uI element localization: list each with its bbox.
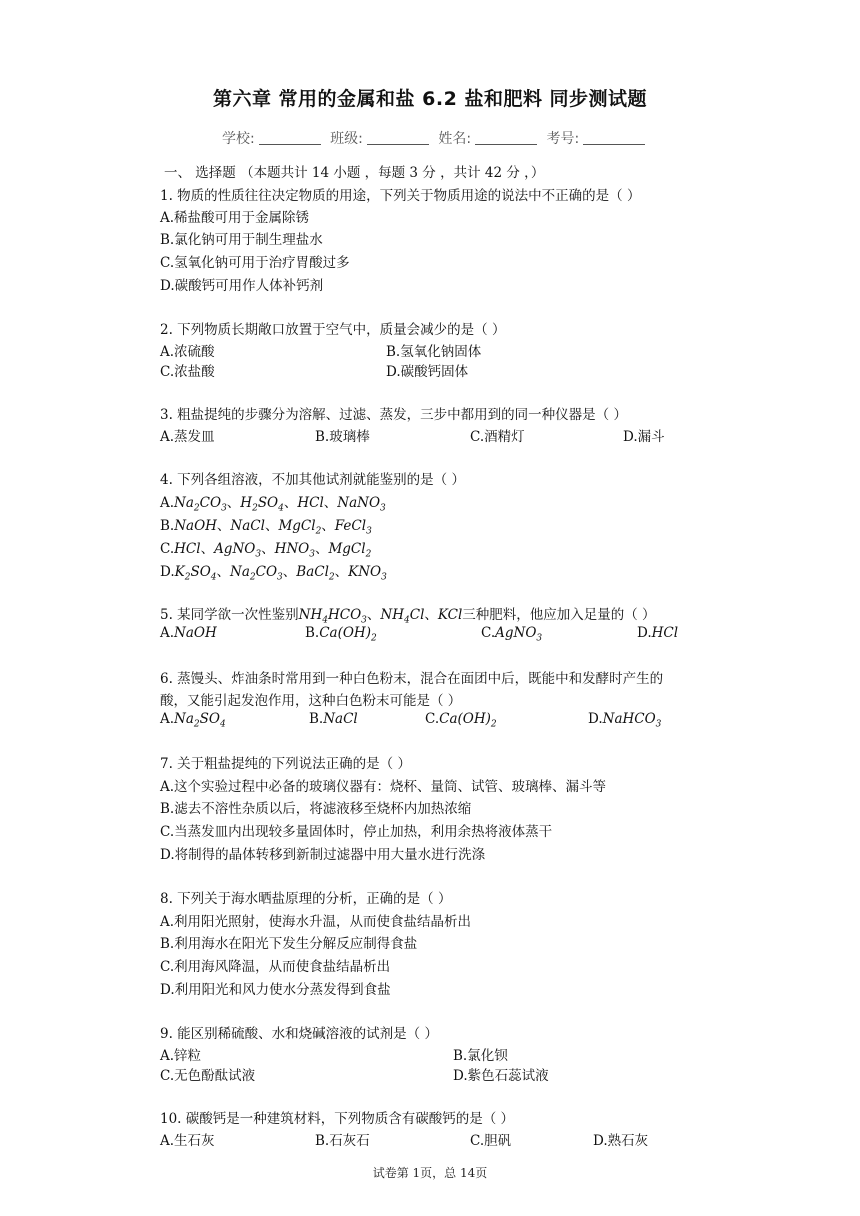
q5-option-a-label: A.	[160, 625, 175, 641]
q7-option-b: B.滤去不溶性杂质以后，将滤液移至烧杯内加热浓缩	[160, 801, 472, 817]
school-label: 学校:	[222, 131, 255, 147]
q4-option-c: C.HCl、AgNO$_3$、$HNO_3$、MgCl$_2$	[160, 541, 372, 560]
class-blank[interactable]	[367, 130, 429, 145]
q6-option-a: $A.Na_2SO_4$	[160, 711, 226, 730]
q6-option-b-label: B.	[309, 711, 324, 727]
q4-option-d-label: D.	[160, 564, 175, 580]
q5-stem-prefix: 5. 某同学欲一次性鉴别	[160, 607, 299, 623]
q9-option-c: C.无色酚酞试液	[160, 1068, 256, 1084]
q6-option-c-label: C.	[425, 711, 440, 727]
q3-option-d: D.漏斗	[623, 429, 665, 445]
q4-stem: 4. 下列各组溶液，不加其他试剂就能鉴别的是（ ）	[160, 472, 465, 488]
q5-option-b-label: B.	[305, 625, 320, 641]
q8-option-d: D.利用阳光和风力使水分蒸发得到食盐	[160, 982, 391, 998]
q5-option-c: C.AgNO$_3$	[481, 625, 543, 644]
q6-stem-line2: 酸，又能引起发泡作用，这种白色粉末可能是（ ）	[160, 693, 462, 709]
school-blank[interactable]	[259, 130, 321, 145]
exam-no-label: 考号:	[546, 131, 580, 147]
q6-option-d: D.NaHCO$_3$	[588, 711, 662, 730]
q1-stem: 1. 物质的性质往往决定物质的用途，下列关于物质用途的说法中不正确的是（ ）	[160, 188, 641, 204]
exam-no-blank[interactable]	[583, 130, 645, 145]
section-heading: 一、 选择题 （本题共计 14 小题 ，每题 3 分 ，共计 42 分 ，）	[164, 165, 545, 181]
q4-option-c-label: C.	[160, 541, 175, 557]
q10-stem: 10. 碳酸钙是一种建筑材料，下列物质含有碳酸钙的是（ ）	[160, 1111, 515, 1127]
student-info-row	[222, 128, 650, 148]
q8-option-a: A.利用阳光照射，使海水升温，从而使食盐结晶析出	[160, 914, 472, 930]
q5-option-d-label: D.	[637, 625, 652, 641]
q5-option-a: A.NaOH	[160, 625, 217, 641]
q2-option-c: C.浓盐酸	[160, 364, 215, 380]
page-footer: 试卷第 1页，总 14页	[372, 1166, 488, 1180]
q6-option-a-label: A.	[160, 711, 175, 727]
q3-option-b: B.玻璃棒	[315, 429, 370, 445]
q5-stem-suffix: 三种肥料，他应加入足量的（ ）	[462, 607, 656, 623]
q2-option-b: B.氢氧化钠固体	[386, 344, 482, 360]
q7-stem: 7. 关于粗盐提纯的下列说法正确的是（ ）	[160, 756, 411, 772]
q1-option-d: D.碳酸钙可用作人体补钙剂	[160, 278, 324, 294]
q5-stem: 5. 某同学欲一次性鉴别$NH_4HCO_3$、$NH_4Cl$、KCl三种肥料，他应加入足量的（ ）	[160, 607, 656, 626]
q8-option-c: C.利用海风降温，从而使食盐结晶析出	[160, 959, 391, 975]
q6-stem-line1: 6. 蒸馒头、炸油条时常用到一种白色粉末，混合在面团中后，既能中和发酵时产生的	[160, 671, 664, 687]
q10-option-c: C.胆矾	[470, 1133, 512, 1149]
q7-option-c: C.当蒸发皿内出现较多量固体时，停止加热，利用余热将液体蒸干	[160, 824, 553, 840]
q4-option-a-label: A.	[160, 495, 175, 511]
q8-stem: 8. 下列关于海水晒盐原理的分析，正确的是（ ）	[160, 891, 452, 907]
q6-option-d-label: D.	[588, 711, 603, 727]
page-title: 第六章 常用的金属和盐 6.2 盐和肥料 同步测试题	[212, 88, 648, 110]
q6-option-b: B.NaCl	[309, 711, 358, 727]
q9-option-d: D.紫色石蕊试液	[453, 1068, 549, 1084]
q1-option-a: A.稀盐酸可用于金属除锈	[160, 210, 310, 226]
q1-option-b: B.氯化钠可用于制生理盐水	[160, 232, 323, 248]
class-label: 班级:	[330, 131, 363, 147]
q3-option-a: A.蒸发皿	[160, 429, 215, 445]
q5-option-b: $B.Ca(OH)_2$	[305, 625, 377, 644]
q7-option-a: A.这个实验过程中必备的玻璃仪器有：烧杯、量筒、试管、玻璃棒、漏斗等	[160, 779, 607, 795]
q4-option-d: $D.K_2SO_4$、$Na_2CO_3$、BaCl$_2$、$KNO_3$	[160, 564, 387, 583]
q2-option-a: A.浓硫酸	[160, 344, 215, 360]
q1-option-c: C.氢氧化钠可用于治疗胃酸过多	[160, 255, 350, 271]
q8-option-b: B.利用海水在阳光下发生分解反应制得食盐	[160, 936, 418, 952]
q10-option-d: D.熟石灰	[593, 1133, 649, 1149]
q9-option-b: B.氯化钡	[453, 1048, 508, 1064]
q5-option-c-label: C.	[481, 625, 496, 641]
q5-option-d: D.HCl	[637, 625, 679, 641]
name-blank[interactable]	[475, 130, 537, 145]
q7-option-d: D.将制得的晶体转移到新制过滤器中用大量水进行洗涤	[160, 847, 486, 863]
q10-option-a: A.生石灰	[160, 1133, 215, 1149]
q3-option-c: C.酒精灯	[470, 429, 525, 445]
name-label: 姓名:	[438, 131, 472, 147]
q3-stem: 3. 粗盐提纯的步骤分为溶解、过滤、蒸发，三步中都用到的同一种仪器是（ ）	[160, 407, 627, 423]
q9-stem: 9. 能区别稀硫酸、水和烧碱溶液的试剂是（ ）	[160, 1026, 438, 1042]
q10-option-b: B.石灰石	[315, 1133, 370, 1149]
q9-option-a: A.锌粒	[160, 1048, 202, 1064]
q4-option-b: B.NaOH、NaCl、MgCl$_2$、FeCl$_3$	[160, 518, 372, 537]
q6-option-c: $C.Ca(OH)_2$	[425, 711, 497, 730]
q4-option-b-label: B.	[160, 518, 175, 534]
q2-stem: 2. 下列物质长期敞口放置于空气中，质量会减少的是（ ）	[160, 322, 506, 338]
q2-option-d: D.碳酸钙固体	[386, 364, 469, 380]
q4-option-a: $A.Na_2CO_3$、$H_2SO_4$、HCl、NaNO$_3$	[160, 495, 386, 514]
